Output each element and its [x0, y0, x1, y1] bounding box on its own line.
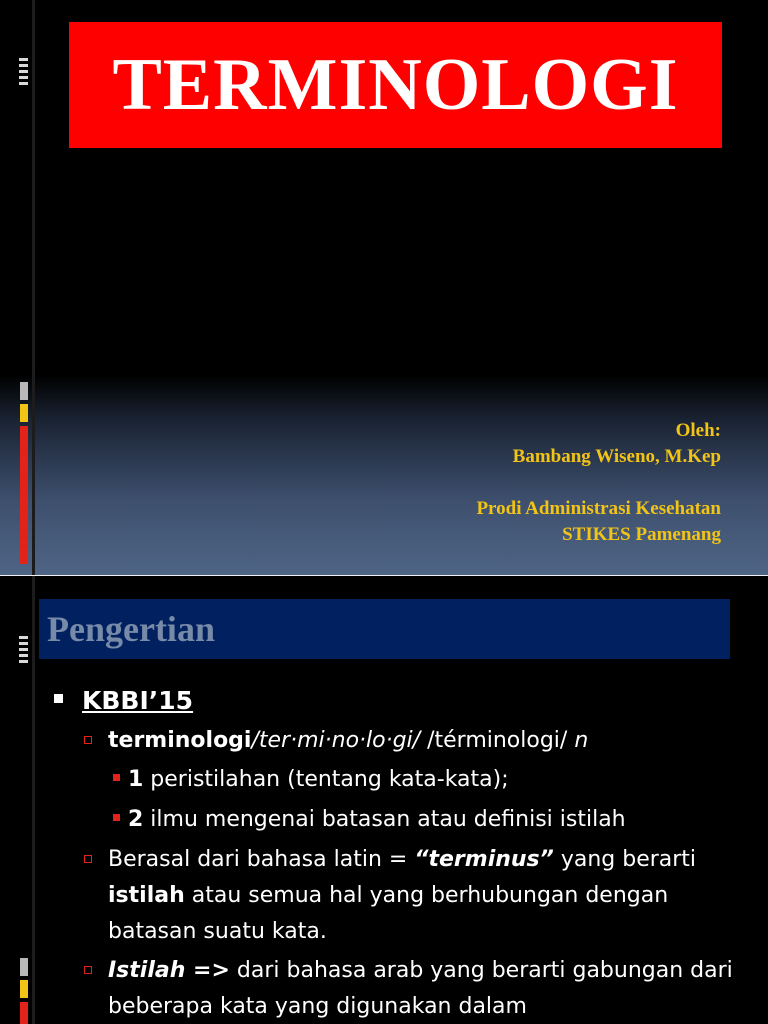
- red-square-bullet-icon: [113, 814, 120, 821]
- slide-left-border: [32, 0, 35, 575]
- section-heading: Pengertian: [47, 609, 215, 649]
- definition-text: ilmu mengenai batasan atau definisi istilah: [143, 807, 626, 832]
- square-bullet-icon: [54, 694, 63, 703]
- entry-pronunciation: /términologi/: [420, 728, 575, 753]
- list-item: [52, 842, 742, 950]
- istilah-arrow: =>: [185, 958, 230, 983]
- slide-content: [52, 686, 742, 1024]
- list-item: [52, 802, 742, 838]
- author-name: Bambang Wiseno, M.Kep: [512, 446, 721, 467]
- hollow-square-bullet-icon: [84, 736, 92, 744]
- origin-text: atau semua hal yang berhubungan dengan batasan suatu kata.: [108, 883, 669, 944]
- origin-term2: istilah: [108, 883, 185, 908]
- entry-pos: n: [574, 728, 589, 753]
- content-slide: [0, 576, 768, 1024]
- source-label: KBBI’15: [82, 686, 194, 715]
- slide-title: TERMINOLOGI: [112, 43, 679, 126]
- author-program: Prodi Administrasi Kesehatan: [476, 498, 721, 519]
- hollow-square-bullet-icon: [84, 855, 92, 863]
- definition-number: 2: [128, 807, 144, 832]
- entry-syllables: /ter·mi·no·lo·gi/: [251, 728, 421, 753]
- istilah-text: dari bahasa arab yang berarti gabungan dari beberapa kata yang digunakan dalam: [108, 958, 733, 1019]
- color-accent-strip: [20, 382, 28, 564]
- decorative-stripes-icon: [19, 636, 28, 666]
- author-institution: STIKES Pamenang: [562, 524, 721, 545]
- list-item: [52, 723, 742, 759]
- color-accent-strip: [20, 958, 28, 1024]
- definition-text: peristilahan (tentang kata-kata);: [143, 767, 509, 792]
- origin-text: Berasal dari bahasa latin =: [108, 847, 415, 872]
- title-banner: [69, 22, 722, 148]
- section-header: [39, 599, 730, 659]
- red-square-bullet-icon: [113, 774, 120, 781]
- author-label: Oleh:: [675, 420, 721, 441]
- hollow-square-bullet-icon: [84, 966, 92, 974]
- list-item: [52, 953, 742, 1024]
- entry-word: terminologi: [108, 728, 252, 753]
- slide-left-border: [32, 576, 35, 1024]
- decorative-stripes-icon: [19, 58, 28, 88]
- author-block: [476, 418, 721, 548]
- definition-number: 1: [128, 767, 144, 792]
- origin-text: yang berarti: [553, 847, 697, 872]
- origin-term: “terminus”: [414, 847, 554, 872]
- list-item: [52, 762, 742, 798]
- istilah-term: Istilah: [108, 958, 186, 983]
- list-item: [52, 686, 742, 715]
